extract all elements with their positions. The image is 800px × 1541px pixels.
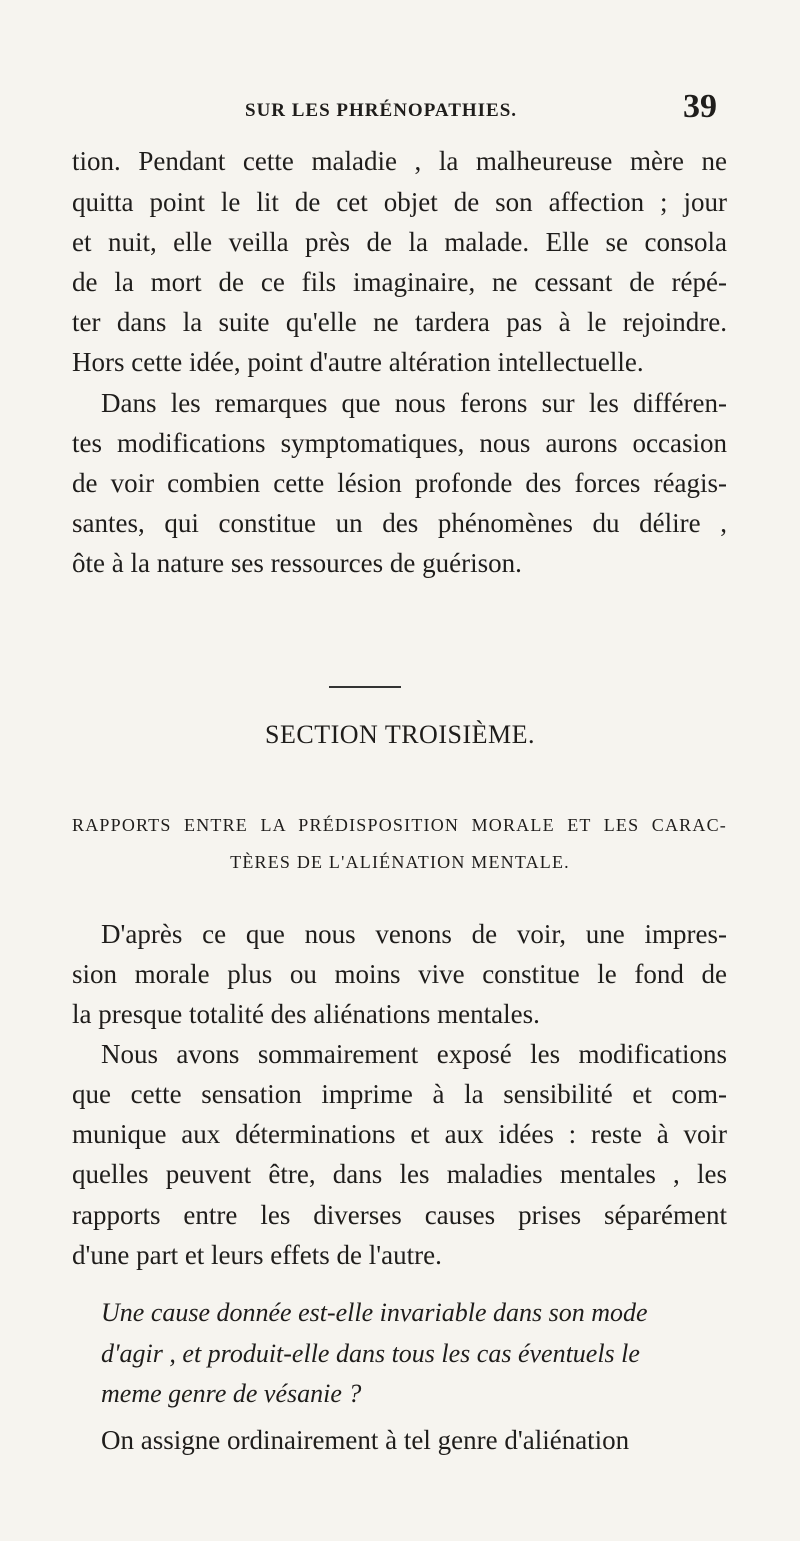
text-line: quelles peuvent être, dans les maladies mentales , les [72,1159,727,1189]
section-subtitle-line: RAPPORTS ENTRE LA PRÉDISPOSITION MORALE ET LES CARAC- [72,815,727,835]
page-number: 39 [683,88,717,125]
text-line: que cette sensation imprime à la sensibilité et com- [72,1079,727,1109]
text-line: tes modifications symptomatiques, nous aurons occasion [72,428,727,458]
text-line: Dans les remarques que nous ferons sur les différen- [101,388,727,418]
section-title: SECTION TROISIÈME. [265,720,535,749]
text-line: et nuit, elle veilla près de la malade. Elle se consola [72,227,727,257]
text-line: quitta point le lit de cet objet de son affection ; jour [72,187,727,217]
text-line: munique aux déterminations et aux idées : reste à voir [72,1119,727,1149]
running-title: SUR LES PHRÉNOPATHIES. [245,100,518,121]
page-header [0,88,800,128]
text-line: ter dans la suite qu'elle ne tardera pas à le rejoindre. [72,307,727,337]
text-line: Nous avons sommairement exposé les modifications [101,1039,727,1069]
text-line: de la mort de ce fils imaginaire, ne cessant de répé- [72,267,727,297]
question-line: d'agir , et produit-elle dans tous les cas éventuels le [101,1339,640,1368]
text-line: la presque totalité des aliénations mentales. [72,999,540,1029]
text-line: Hors cette idée, point d'autre altération intellectuelle. [72,347,644,377]
text-line: santes, qui constitue un des phénomènes du délire , [72,508,727,538]
section-divider [329,686,401,688]
text-line: de voir combien cette lésion profonde des forces réagis- [72,468,727,498]
text-line: d'une part et leurs effets de l'autre. [72,1240,442,1270]
text-line: sion morale plus ou moins vive constitue le fond de [72,959,727,989]
text-line: D'après ce que nous venons de voir, une impres- [101,919,727,949]
text-line: tion. Pendant cette maladie , la malheureuse mère ne [72,146,727,176]
text-line: ôte à la nature ses ressources de guérison. [72,548,522,578]
question-line: meme genre de vésanie ? [101,1379,362,1408]
text-line: On assigne ordinairement à tel genre d'aliénation [101,1425,630,1455]
section-subtitle-line: TÈRES DE L'ALIÉNATION MENTALE. [230,852,570,872]
question-line: Une cause donnée est-elle invariable dans son mode [101,1298,648,1327]
text-line: rapports entre les diverses causes prises séparément [72,1200,727,1230]
